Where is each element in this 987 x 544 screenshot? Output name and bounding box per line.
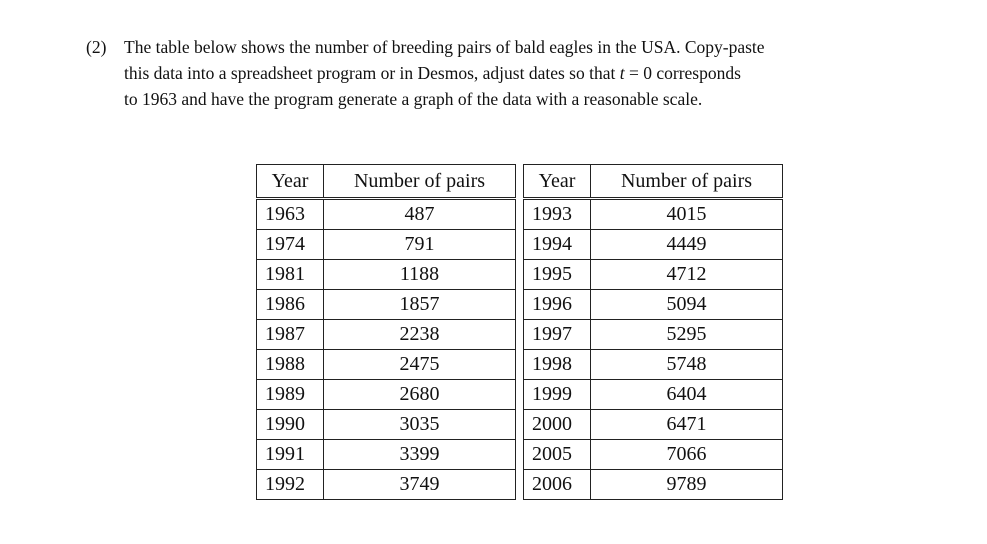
pairs-cell: 3749	[324, 470, 516, 500]
problem-number: (2)	[86, 37, 107, 57]
pairs-cell: 2475	[324, 350, 516, 380]
table-row	[257, 290, 516, 320]
year-header: Year	[524, 165, 591, 199]
pairs-header: Number of pairs	[591, 165, 783, 199]
year-header: Year	[257, 165, 324, 199]
table-row	[257, 260, 516, 290]
pairs-cell: 6404	[591, 380, 783, 410]
data-table-right	[523, 164, 783, 500]
pairs-cell: 4449	[591, 230, 783, 260]
table-row	[257, 410, 516, 440]
year-cell: 1963	[257, 199, 324, 230]
pairs-cell: 4015	[591, 199, 783, 230]
problem-line-2-text: this data into a spreadsheet program or in Desmos, adjust dates so that	[124, 63, 620, 83]
table-row	[257, 320, 516, 350]
pairs-header: Number of pairs	[324, 165, 516, 199]
year-cell: 2005	[524, 440, 591, 470]
table-row	[524, 199, 783, 230]
year-cell: 1998	[524, 350, 591, 380]
year-cell: 1992	[257, 470, 324, 500]
math-variable-t: t	[619, 63, 625, 83]
year-cell: 1996	[524, 290, 591, 320]
problem-line-3: to 1963 and have the program generate a graph of the data with a reasonable scale.	[124, 89, 703, 109]
year-cell: 1986	[257, 290, 324, 320]
problem-line-2	[124, 60, 956, 86]
table-row	[524, 230, 783, 260]
year-cell: 1994	[524, 230, 591, 260]
table-row	[524, 470, 783, 500]
year-cell: 1989	[257, 380, 324, 410]
pairs-cell: 487	[324, 199, 516, 230]
pairs-cell: 5094	[591, 290, 783, 320]
problem-line-2-equation: = 0 corresponds	[624, 63, 741, 83]
pairs-cell: 1857	[324, 290, 516, 320]
table-row	[524, 260, 783, 290]
pairs-cell: 3035	[324, 410, 516, 440]
year-cell: 1987	[257, 320, 324, 350]
pairs-cell: 2680	[324, 380, 516, 410]
table-header-row	[524, 165, 783, 199]
table-row	[257, 440, 516, 470]
problem-text	[124, 34, 956, 112]
table-row	[524, 440, 783, 470]
table-row	[524, 410, 783, 440]
pairs-cell: 4712	[591, 260, 783, 290]
table-row	[524, 320, 783, 350]
year-cell: 1981	[257, 260, 324, 290]
table-row	[524, 290, 783, 320]
year-cell: 1993	[524, 199, 591, 230]
table-row	[257, 350, 516, 380]
problem-statement	[86, 34, 956, 112]
pairs-cell: 5748	[591, 350, 783, 380]
pairs-cell: 1188	[324, 260, 516, 290]
table-row	[257, 230, 516, 260]
year-cell: 1999	[524, 380, 591, 410]
year-cell: 1997	[524, 320, 591, 350]
pairs-cell: 5295	[591, 320, 783, 350]
pairs-cell: 3399	[324, 440, 516, 470]
table-row	[257, 470, 516, 500]
table-row	[257, 380, 516, 410]
year-cell: 2006	[524, 470, 591, 500]
pairs-cell: 6471	[591, 410, 783, 440]
eagle-data-tables	[256, 164, 783, 500]
year-cell: 1995	[524, 260, 591, 290]
table-row	[257, 199, 516, 230]
year-cell: 1988	[257, 350, 324, 380]
year-cell: 1990	[257, 410, 324, 440]
table-row	[524, 350, 783, 380]
pairs-cell: 791	[324, 230, 516, 260]
problem-line-1: The table below shows the number of breeding pairs of bald eagles in the USA. Copy-paste	[124, 37, 765, 57]
pairs-cell: 7066	[591, 440, 783, 470]
data-table-left	[256, 164, 516, 500]
pairs-cell: 2238	[324, 320, 516, 350]
year-cell: 1974	[257, 230, 324, 260]
year-cell: 1991	[257, 440, 324, 470]
pairs-cell: 9789	[591, 470, 783, 500]
table-row	[524, 380, 783, 410]
table-header-row	[257, 165, 516, 199]
year-cell: 2000	[524, 410, 591, 440]
